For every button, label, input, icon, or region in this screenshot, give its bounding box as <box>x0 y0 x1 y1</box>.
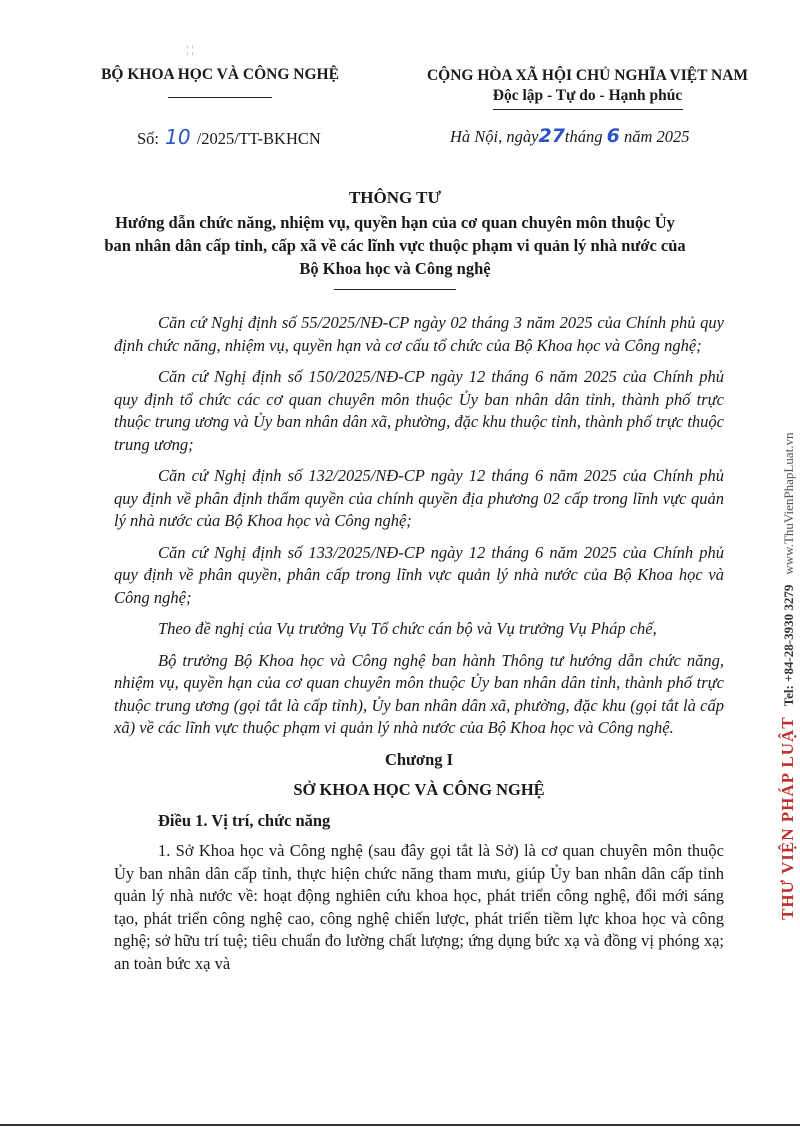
motto-underline <box>493 109 683 110</box>
watermark-brand: THƯ VIỆN PHÁP LUẬT <box>778 716 797 920</box>
nation-name: CỘNG HÒA XÃ HỘI CHỦ NGHĨA VIỆT NAM <box>426 67 749 84</box>
agency-underline <box>168 97 272 98</box>
preamble-paragraph: Căn cứ Nghị định số 150/2025/NĐ-CP ngày 12 tháng 6 năm 2025 của Chính phủ quy định tổ chức các cơ quan chuyên môn thuộc Ủy ban nhân dân tỉnh, thành phố trực thuộc trung ương và Ủy ban nhân dân xã, phường, đặc khu thuộc tỉnh, thành phố trực thuộc trung ương; <box>114 367 724 454</box>
date-month-label: tháng <box>564 127 603 146</box>
national-header <box>410 66 765 110</box>
title-underline <box>334 289 456 290</box>
handwritten-number: 10 <box>165 125 191 149</box>
chapter-title: SỞ KHOA HỌC VÀ CÔNG NGHỆ <box>293 780 545 799</box>
article-paragraph: 1. Sở Khoa học và Công nghệ (sau đây gọi tắt là Sở) là cơ quan chuyên môn thuộc Ủy ban nhân dân cấp tỉnh, thực hiện chức năng tham mưu, giúp Ủy ban nhân dân cấp tỉnh quản lý nhà nước về: hoạt động nghiên cứu khoa học, phát triển công nghệ, đổi mới sáng tạo, phát triển công nghệ cao, công nghệ chiến lược, phát triển tiềm lực khoa học và công nghệ; sở hữu trí tuệ; tiêu chuẩn đo lường chất lượng; ứng dụng bức xạ và đồng vị phóng xạ; an toàn bức xạ và <box>114 841 724 973</box>
preamble-paragraph: Bộ trưởng Bộ Khoa học và Công nghệ ban hành Thông tư hướng dẫn chức năng, nhiệm vụ, quyền hạn của cơ quan chuyên môn thuộc Ủy ban nhân dân tỉnh, thành phố trực thuộc trung ương (gọi tắt là cấp tỉnh), Ủy ban nhân dân xã, phường, đặc khu (gọi tắt là cấp xã) về các lĩnh vực thuộc phạm vi quản lý nhà nước của Bộ Khoa học và Công nghệ. <box>114 650 724 737</box>
number-code: /2025/TT-BKHCN <box>196 129 321 148</box>
preamble-paragraph: Theo đề nghị của Vụ trưởng Vụ Tổ chức cán bộ và Vụ trưởng Vụ Pháp chế, <box>158 619 657 638</box>
motto: Độc lập - Tự do - Hạnh phúc <box>492 87 683 104</box>
handwritten-day: 27 <box>538 125 565 147</box>
scan-mark: ¦ ¦ <box>186 42 194 56</box>
document-title <box>100 186 690 290</box>
date-year: năm 2025 <box>624 127 690 146</box>
watermark-tel: Tel: +84-28-3930 3279 <box>781 584 796 707</box>
side-watermark <box>763 100 797 920</box>
handwritten-month: 6 <box>606 125 620 147</box>
issuing-agency <box>100 66 340 98</box>
preamble-paragraph: Căn cứ Nghị định số 55/2025/NĐ-CP ngày 02 tháng 3 năm 2025 của Chính phủ quy định chức năng, nhiệm vụ, quyền hạn và cơ cấu tổ chức của Bộ Khoa học và Công nghệ; <box>114 313 724 355</box>
chapter-number: Chương I <box>384 749 454 769</box>
preamble-paragraph: Căn cứ Nghị định số 133/2025/NĐ-CP ngày 12 tháng 6 năm 2025 của Chính phủ quy định về phân quyền, phân cấp trong lĩnh vực quản lý nhà nước của Bộ Khoa học và Công nghệ; <box>114 542 724 607</box>
number-label: Số: <box>137 129 160 148</box>
issue-date <box>450 125 690 147</box>
ministry-name: BỘ KHOA HỌC VÀ CÔNG NGHỆ <box>101 66 339 83</box>
preamble-paragraph: Căn cứ Nghị định số 132/2025/NĐ-CP ngày 12 tháng 6 năm 2025 của Chính phủ quy định về phân định thẩm quyền của chính quyền địa phương 02 cấp trong lĩnh vực quản lý nhà nước của Bộ Khoa học và Công nghệ; <box>114 466 724 530</box>
title-text: Hướng dẫn chức năng, nhiệm vụ, quyền hạn của cơ quan chuyên môn thuộc Ủy ban nhân dân cấp tỉnh, cấp xã về các lĩnh vực thuộc phạm vi quản lý nhà nước của Bộ Khoa học và Công nghệ <box>104 213 686 278</box>
watermark-web: www.ThuVienPhapLuat.vn <box>781 432 796 575</box>
page-bottom-edge <box>0 1124 800 1126</box>
date-place: Hà Nội, ngày <box>450 127 539 146</box>
document-body <box>114 312 724 984</box>
article-heading: Điều 1. Vị trí, chức năng <box>158 810 331 830</box>
document-number <box>137 125 321 149</box>
document-type: THÔNG TƯ <box>348 188 442 207</box>
